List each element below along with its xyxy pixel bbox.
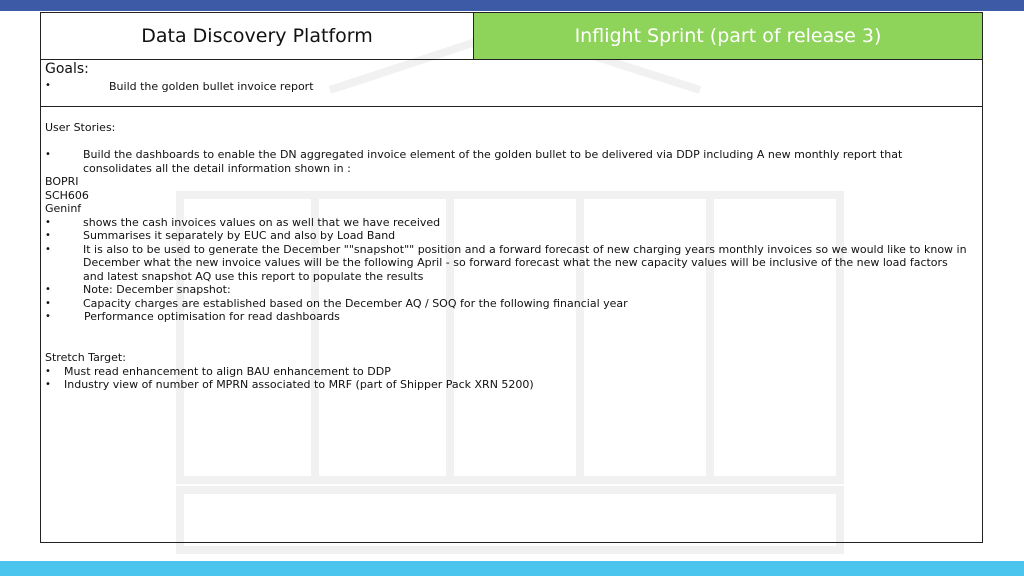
goals-section	[41, 59, 982, 107]
platform-title: Data Discovery Platform	[41, 13, 474, 59]
stretch-item: Industry view of number of MPRN associated to MRF (part of Shipper Pack XRN 5200)	[64, 378, 534, 391]
story-item: It is also to be used to generate the December ""snapshot"" position and a forward forecast of new charging years monthly invoices so we would like to know in December what the new invoice values will be the following April - so forward forecast what the new capacity values will be inclusive of the new load factors and latest snapshot AQ use this report to populate the results	[83, 242, 967, 283]
bullet-icon: •	[45, 216, 51, 228]
stretch-title: Stretch Target:	[45, 351, 126, 364]
user-stories-title: User Stories:	[45, 121, 116, 134]
sprint-card	[40, 12, 983, 543]
source-item: SCH606	[45, 188, 89, 202]
bullet-icon: •	[45, 284, 51, 295]
story-item: Capacity charges are established based on the December AQ / SOQ for the following financial year	[83, 296, 628, 310]
story-intro-line2: consolidates all the detail information shown in :	[83, 161, 351, 175]
bullet-icon: •	[45, 365, 51, 377]
story-item: Performance optimisation for read dashboards	[84, 310, 340, 323]
sprint-title: Inflight Sprint (part of release 3)	[474, 13, 982, 59]
bullet-icon: •	[45, 297, 51, 309]
bottom-accent-bar	[0, 561, 1024, 576]
bullet-icon: •	[45, 243, 51, 255]
story-intro-line1: Build the dashboards to enable the DN aggregated invoice element of the golden bullet to be delivered via DDP including A new monthly report that	[83, 148, 903, 161]
bullet-icon: •	[45, 379, 51, 390]
bullet-icon: •	[45, 230, 51, 241]
bullet-icon: •	[45, 80, 51, 91]
story-item: Summarises it separately by EUC and also by Load Band	[83, 229, 396, 242]
story-item: Note: December snapshot:	[83, 283, 231, 296]
goal-item: Build the golden bullet invoice report	[109, 80, 314, 93]
story-item: shows the cash invoices values on as well that we have received	[83, 215, 441, 229]
bullet-icon: •	[45, 149, 51, 160]
stretch-item: Must read enhancement to align BAU enhancement to DDP	[64, 364, 391, 378]
source-item: Geninf	[45, 202, 82, 215]
bullet-icon: •	[45, 311, 51, 322]
header-row	[41, 13, 982, 60]
source-item: BOPRI	[45, 175, 79, 188]
goals-title: Goals:	[45, 61, 89, 77]
